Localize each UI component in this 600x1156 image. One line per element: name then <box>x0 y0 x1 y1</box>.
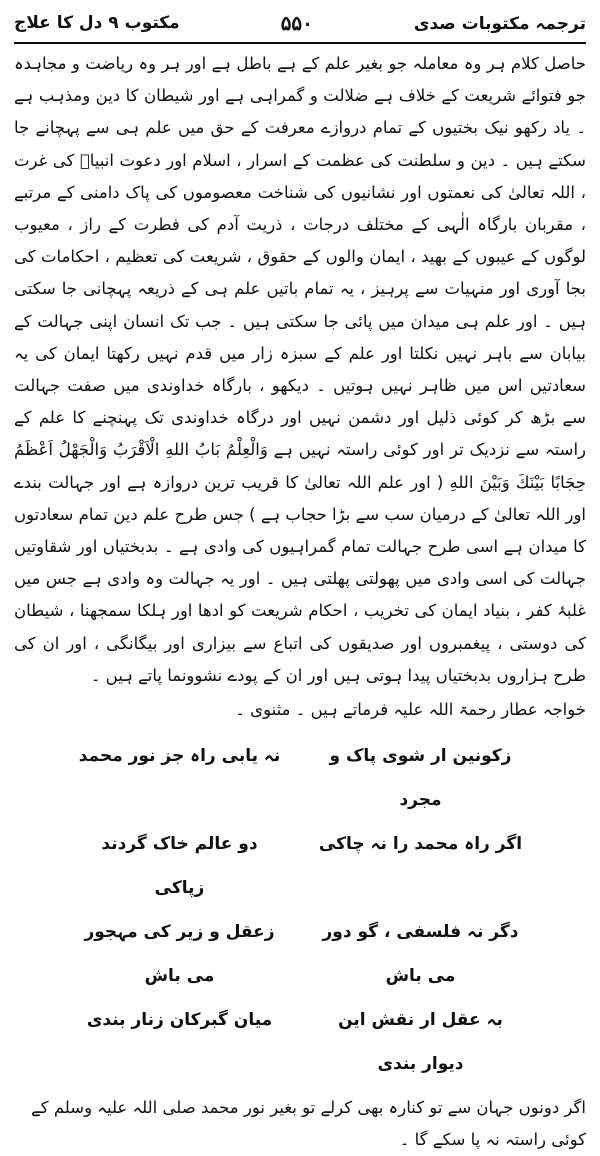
poem-verse: زکونین ار شوی پاک و مجرد <box>329 746 512 811</box>
body-text <box>14 48 586 726</box>
header-chapter-title: مکتوب ۹ دل کا علاج <box>14 13 180 33</box>
header-divider <box>14 42 586 44</box>
body-paragraph: حاصل کلام ہر وہ معاملہ جو بغیر علم کے ہے باطل ہے اور ہر وہ ریاضت و مجاہدہ جو فتوائے شریعت کے خلاف ہے ضلالت و گمراہی ہے اور شیطان کا دین ومذہب ہے ۔ یاد رکھو نیک بختیوں کے تمام دروازے معرفت کے حق میں علم ہی سے پہچانے جا سکتے ہیں ۔ دین و سلطنت کی عظمت کے اسرار ، اسلام اور دعوت انبیاؑ کی غرت ، اللہ تعالیٰ کی نعمتوں اور نشانیوں کی شناخت معصوموں کی پاک دامنی کے مرتبے ، مقربان بارگاہ الٰہی کے مختلف درجات ، ذریت آدم کی فطرت کے راز ، معیوب لوگوں کے عیبوں کے بھید ، ایمان والوں کے حقوق ، شریعت کی تعظیم ، احکامات کی بجا آوری اور منہیات سے پرہیز ، یہ تمام باتیں علم ہی کے ذریعہ پہچانی جا سکتی ہیں ۔ اور علم ہی میدان میں پائی جا سکتی ہیں ۔ جب تک انسان اپنی جہالت کے بیابان سے باہر نہیں نکلتا اور علم کے سبزہ زار میں قدم نہیں رکھتا ایمان کی یہ سعادتیں اس میں ظاہر نہیں ہوتیں ۔ دیکھو ، بارگاہ خداوندی میں صفت جہالت سے بڑھ کر کوئی ذلیل اور دشمن نہیں اور درگاہ خداوندی تک پہنچنے کا علم کے راستہ سے نزدیک تر اور کوئی راستہ نہیں ہے وَالْعِلْمُ بَابُ اللهِ الْاَقْرَبُ وَالْجَهْلُ اَعْظَمُ حِجَابًا بَيْنَكَ وَبَيْنَ اللهِ ( اور علم اللہ تعالیٰ کا قریب ترین دروازہ ہے اور جہالت بندے اور اللہ تعالیٰ کے درمیان سب سے بڑا حجاب ہے ) جس طرح علم دین تمام سعادتوں کا میدان ہے اسی طرح جہالت تمام گمراہیوں کی وادی ہے ۔ بدبختیاں اور شقاوتیں جہالت کی اسی وادی میں پھولتی پھلتی ہیں ۔ اور یہ جہالت وہ وادی ہے جس میں غلبۂ کفر ، بنیاد ایمان کی تخریب ، احکام شریعت کو ادھا اور ہلکا سمجھنا ، شیطان کی دوستی ، پیغمبروں اور صدیقوں کی اتباع سے بیزاری اور بیگانگی ، اور ان کی طرح ہزاروں بدبختیاں پیدا ہوتی ہیں اور ان کے پودے نشوونما پاتے ہیں ۔ <box>13 54 586 685</box>
closing-line: اگر دونوں جہان سے تو کنارہ بھی کرلے تو بغیر نور محمد صلی اللہ علیہ وسلم کے کوئی راستہ نہ پا سکے گا ۔ <box>31 1098 586 1150</box>
poem-verse: دو عالم خاک گردند زپاکی <box>101 834 258 899</box>
poem-verses <box>14 726 586 1086</box>
page-header <box>14 6 586 40</box>
poem-verse: نہ یابی راہ جز نور محمد <box>78 746 281 767</box>
poem-verse: میان گبرکان زنار بندی <box>86 1010 273 1031</box>
poem-verse: زعقل و زیر کی مہجور می باش <box>84 922 275 987</box>
poem-verse: اگر راہ محمد را نہ چاکی <box>318 834 523 855</box>
header-book-title: ترجمہ مکتوبات صدی <box>413 13 586 34</box>
page-number: ۵۵۰ <box>280 11 313 35</box>
poem-verse: دگر نہ فلسفی ، گو دور می باش <box>322 922 519 987</box>
poem-verse: بہ عقل ار نقش این دیوار بندی <box>338 1010 503 1075</box>
poem-intro: خواجہ عطار رحمۃ اللہ علیہ فرماتے ہیں ۔ مثنوی ۔ <box>235 700 586 720</box>
